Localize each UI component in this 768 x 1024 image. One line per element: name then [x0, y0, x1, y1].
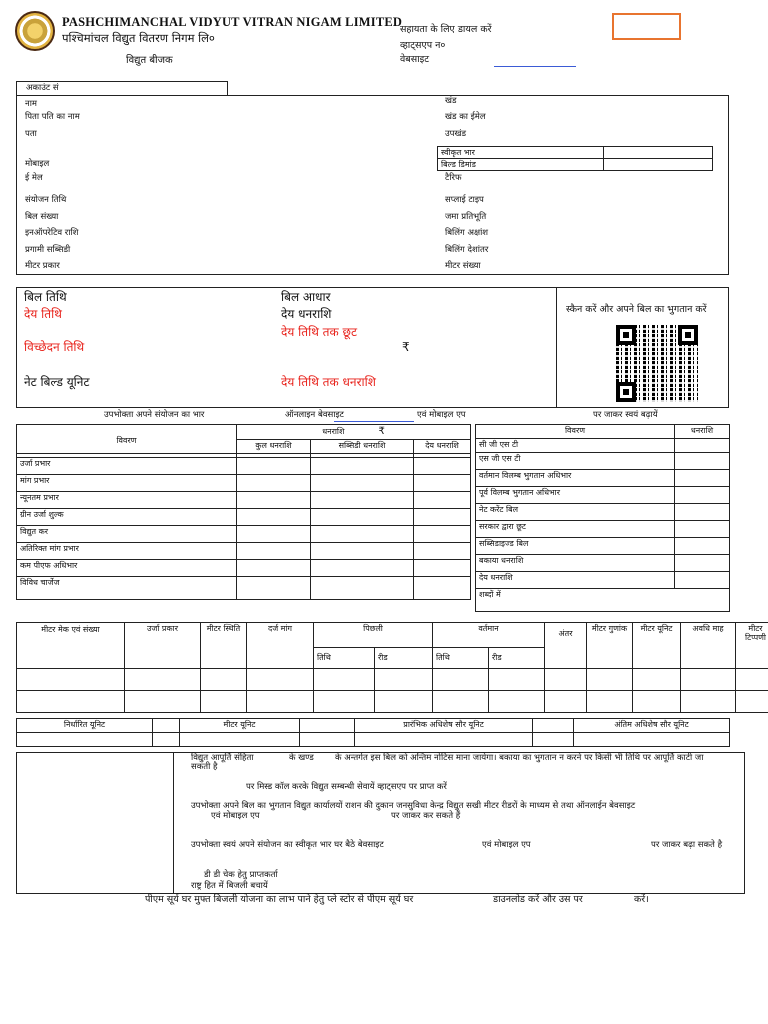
notice-5a: डी डी चेक हेतु प्राप्तकर्ता — [204, 870, 278, 880]
notice-4a: उपभोक्ता स्वयं अपने संयोजन का स्वीकृत भार घर बैठे बेवसाइट — [191, 840, 384, 850]
bill-basis-label: बिल आधार — [281, 290, 331, 304]
notice-1d: सकती है — [191, 762, 218, 772]
charges-table — [16, 424, 471, 600]
previous-lpsc-row: पूर्व विलम्ब भुगतान अधिभार — [476, 487, 675, 504]
meter-number-label: मीटर संख्या — [445, 261, 481, 271]
notice-4c: पर जाकर बढ़ा सकते है — [651, 840, 723, 850]
subsidy-amount-header: सब्सिडी धनराशि — [311, 439, 414, 453]
load-note-part1: उपभोक्ता अपने संयोजन का भार — [104, 410, 205, 420]
previous-date-header: तिथि — [314, 648, 375, 669]
previous-read-header: रीड — [375, 648, 433, 669]
opening-surplus-header: प्रारंभिक अधिशेष सौर यूनिट — [355, 719, 533, 733]
notice-3a: उपभोक्ता अपने बिल का भुगतान विद्युत कार्यालयों राशन की दुकान जनसुविधा केन्द्र विद्युत सखी मीटर रीडरों के माध्यम से तथा ऑनलाईन बेवसाइट — [191, 801, 636, 811]
notice-1b: के खण्ड — [289, 753, 314, 763]
account-number-label: अकाउंट सं — [26, 83, 59, 93]
meter-type-label: मीटर प्रकार — [25, 261, 60, 271]
misc-charges-row: विविध चार्जेज — [17, 576, 237, 599]
assessed-unit-header: निर्धारित यूनिट — [17, 719, 153, 733]
account-details-box — [16, 95, 729, 275]
load-note-part4: पर जाकर स्वयं बढ़ायें — [593, 410, 658, 420]
total-amount-header: कुल धनराशि — [237, 439, 311, 453]
supply-type-label: सप्लाई टाइप — [445, 195, 484, 205]
load-note-part3: एवं मोबाइल एप — [417, 410, 466, 420]
disconnection-date-label: विच्छेदन तिथि — [24, 340, 85, 354]
notice-1a: विद्युत आपूर्ति संहिता — [191, 753, 254, 763]
barcode-box — [612, 13, 681, 40]
address-label: पता — [25, 129, 37, 139]
inoperative-amount-label: इनऑपरेटिव राशि — [25, 228, 79, 238]
subdivision-label: उपखंड — [445, 129, 466, 139]
company-name-hi: पश्चिमांचल विद्युत वितरण निगम लि० — [62, 31, 215, 45]
multiplier-header: मीटर गुणांक — [587, 623, 633, 669]
period-months-header: अवधि माह — [681, 623, 736, 669]
notice-3b: एवं मोबाइल एप — [211, 811, 260, 821]
meter-make-header: मीटर मेक एवं संख्या — [17, 623, 125, 669]
minimum-charge-row: न्यूनतम प्रभार — [17, 491, 237, 508]
difference-header: अंतर — [545, 623, 587, 669]
bill-date-label: बिल तिथि — [24, 290, 67, 304]
subsidized-bill-row: सब्सिडाइज्ड बिल — [476, 538, 675, 555]
meter-status-header: मीटर स्थिति — [201, 623, 247, 669]
notice-2: पर मिस्ड कॉल करके विद्युत सम्बन्धी सेवायें व्हाट्सएप पर प्राप्त करें — [246, 782, 447, 792]
notice-5b: राष्ट्र हित में बिजली बचायें — [191, 881, 268, 891]
closing-surplus-header: अंतिम अधिशेष सौर यूनिट — [574, 719, 730, 733]
net-billed-unit-label: नेट बिल्ड यूनिट — [24, 375, 90, 389]
scan-pay-text: स्कैन करें और अपने बिल का भुगतान करें — [566, 304, 707, 315]
summary-desc-header: विवरण — [476, 425, 675, 439]
tariff-label: टैरिफ — [445, 173, 462, 183]
division-label: खंड — [445, 96, 457, 106]
current-date-header: तिथि — [433, 648, 489, 669]
due-amount-label: देय धनराशि — [281, 307, 332, 321]
bill-number-label: बिल संख्या — [25, 212, 59, 222]
connection-date-label: संयोजन तिथि — [25, 195, 67, 205]
helpline-label: सहायता के लिए डायल करें — [400, 24, 492, 35]
billing-longitude-label: बिलिंग देशांतर — [445, 245, 489, 255]
previous-reading-header: पिछली — [314, 623, 433, 648]
name-label: नाम — [25, 99, 38, 109]
billed-demand-label: बिल्ड डिमांड — [438, 159, 604, 171]
arrears-row: बकाया धनराशि — [476, 555, 675, 572]
current-read-header: रीड — [489, 648, 545, 669]
website-link-line[interactable] — [494, 66, 576, 67]
energy-charge-row: उर्जा प्रभार — [17, 457, 237, 474]
excess-demand-charge-row: अतिरिक्त मांग प्रभार — [17, 542, 237, 559]
rupee-symbol: ₹ — [402, 340, 410, 354]
notice-4b: एवं मोबाइल एप — [482, 840, 531, 850]
security-deposit-label: जमा प्रतिभूति — [445, 212, 487, 222]
net-current-bill-row: नेट करेंट बिल — [476, 504, 675, 521]
amount-till-due-label: देय तिथि तक धनराशि — [281, 375, 376, 389]
notices-divider — [173, 752, 174, 894]
notice-3c: पर जाकर कर सकते हैं — [391, 811, 461, 821]
payment-qr-code[interactable] — [616, 325, 698, 402]
demand-charge-row: मांग प्रभार — [17, 474, 237, 491]
sgst-row: एस जी एस टी — [476, 453, 675, 470]
payable-amount-header: देय धनराशि — [414, 439, 471, 453]
footer-text-c: करें। — [634, 894, 649, 905]
rebate-till-due-label: देय तिथि तक छूट — [281, 325, 358, 339]
charges-amount-header: धनराशि ₹ — [237, 425, 471, 440]
cgst-row: सी जी एस टी — [476, 439, 675, 453]
energy-type-header: उर्जा प्रकार — [125, 623, 201, 669]
father-husband-label: पिता पति का नाम — [25, 112, 80, 122]
email-label: ई मेल — [25, 173, 43, 183]
solar-meter-unit-header: मीटर यूनिट — [180, 719, 300, 733]
footer-text-a: पीएम सूर्य घर मुफ्त बिजली योजना का लाभ पाने हेतु प्ले स्टोर से पीएम सूर्य घर — [145, 894, 414, 905]
charges-desc-header: विवरण — [17, 425, 237, 454]
whatsapp-label: व्हाट्सएप न० — [400, 40, 446, 51]
mobile-label: मोबाइल — [25, 159, 50, 169]
meter-reading-table — [16, 622, 768, 713]
due-date-label: देय तिथि — [24, 307, 62, 321]
footer-text-b: डाउनलोड करें और उस पर — [493, 894, 583, 905]
billing-latitude-label: बिलिंग अक्षांश — [445, 228, 489, 238]
company-logo — [15, 11, 55, 51]
recorded-demand-header: दर्ज मांग — [247, 623, 314, 669]
summary-amount-header: धनराशि — [675, 425, 730, 439]
charges-summary-table — [475, 424, 730, 612]
low-pf-surcharge-row: कम पीएफ अधिभार — [17, 559, 237, 576]
amount-in-words-row: शब्दों में — [476, 589, 730, 612]
solar-units-table — [16, 718, 730, 747]
government-rebate-row: सरकार द्वारा छूट — [476, 521, 675, 538]
notice-1c: के अन्तर्गत इस बिल को अन्तिम नोटिस माना जायेगा। बकाया का भुगतान न करने पर किसी भी तिथि पर आपूर्ति काटी जा — [335, 753, 704, 763]
current-reading-header: वर्तमान — [433, 623, 545, 648]
meter-remark-header: मीटर टिप्पणी — [736, 623, 768, 669]
website-label: वेबसाइट — [400, 54, 430, 65]
qr-divider — [556, 287, 557, 408]
division-email-label: खंड का ईमेल — [445, 112, 486, 122]
document-title: विद्युत बीजक — [126, 55, 173, 66]
company-name-en: PASHCHIMANCHAL VIDYUT VITRAN NIGAM LIMITED — [62, 15, 403, 29]
load-note-part2: ऑनलाइन बेवसाइट — [285, 410, 344, 420]
notices-box — [16, 752, 745, 894]
electricity-duty-row: विद्युत कर — [17, 525, 237, 542]
load-table — [437, 146, 713, 171]
sanctioned-load-label: स्वीकृत भार — [438, 147, 604, 159]
meter-unit-header: मीटर यूनिट — [633, 623, 681, 669]
payable-amount-row: देय धनराशि — [476, 572, 675, 589]
progressive-subsidy-label: प्रगामी सब्सिडी — [25, 245, 71, 255]
online-website-link[interactable] — [334, 421, 414, 422]
current-lpsc-row: वर्तमान विलम्ब भुगतान अधिभार — [476, 470, 675, 487]
green-energy-charge-row: ग्रीन उर्जा शुल्क — [17, 508, 237, 525]
